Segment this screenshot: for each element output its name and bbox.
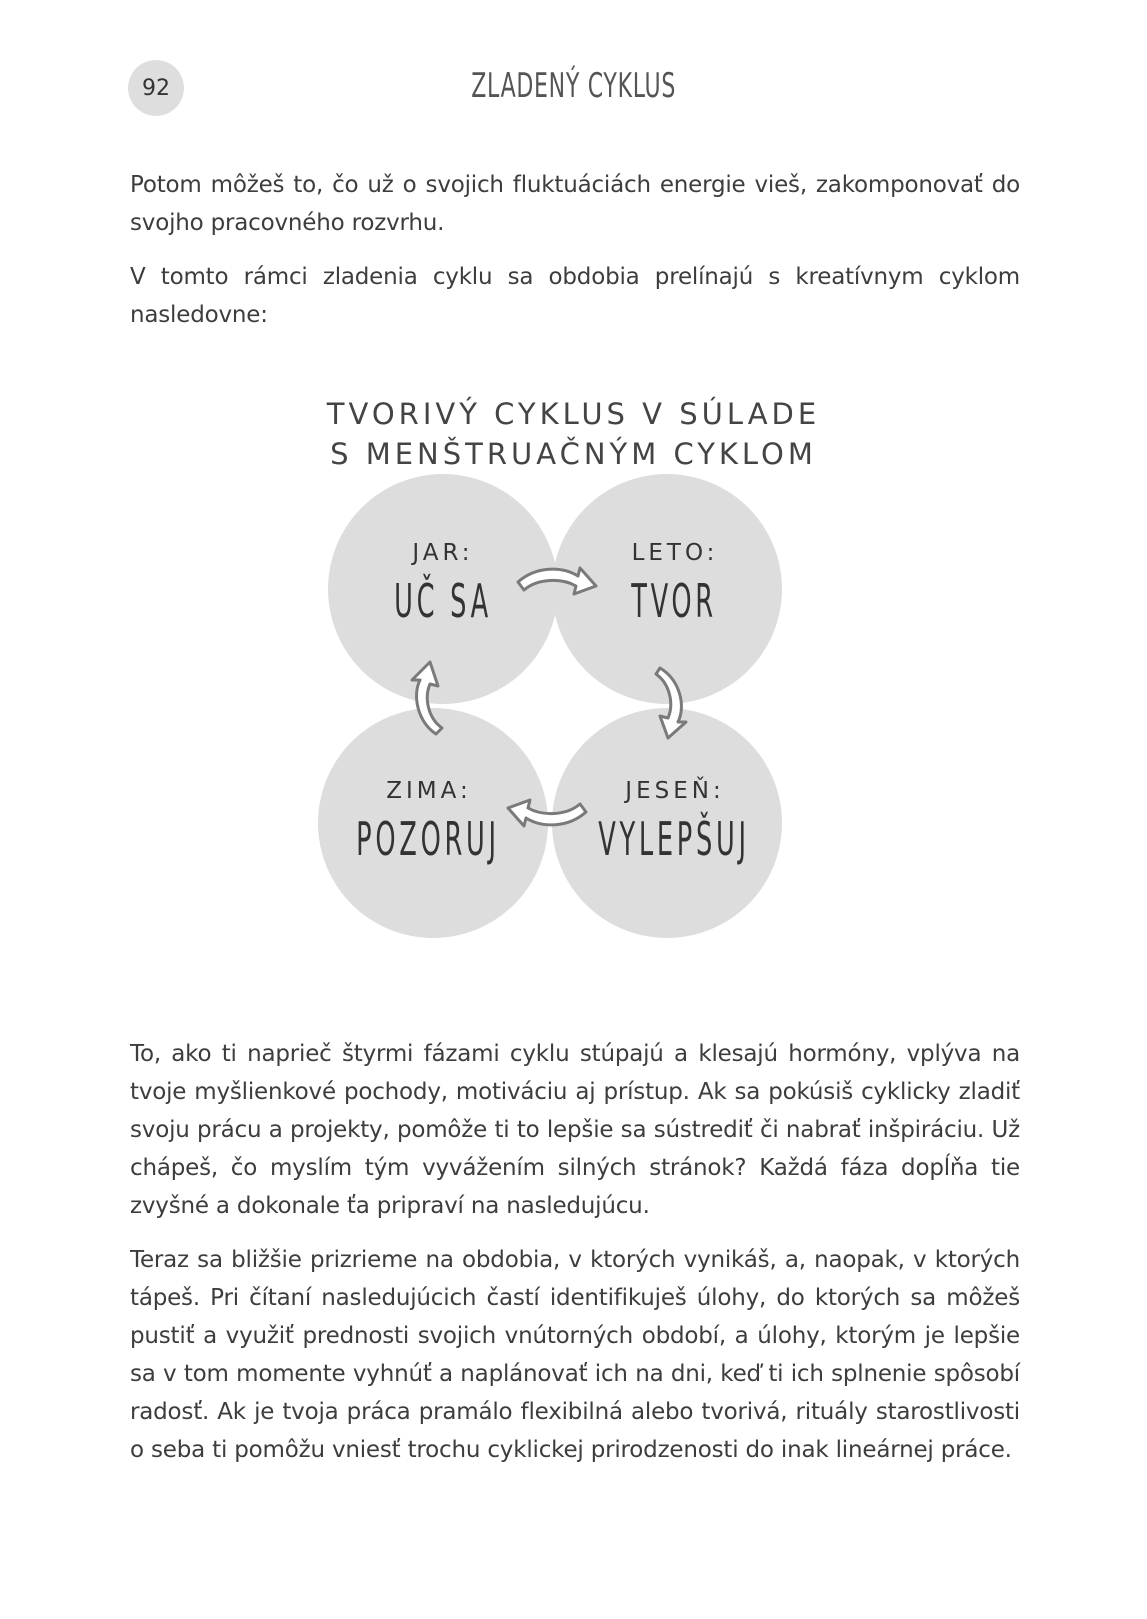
season-label-autumn: JESEŇ: [625,778,725,804]
arrow-winter-to-spring-icon [412,662,442,734]
phase-word-autumn: VYLEPŠUJ [598,812,750,866]
figure-title-line-1: TVORIVÝ CYKLUS V SÚLADE [326,397,821,431]
phase-word-spring: UČ SA [394,574,492,628]
figure-title-line-2: S MENŠTRUAČNÝM CYKLOM [330,437,817,471]
season-label-spring: JAR: [412,540,474,566]
page-number: 92 [142,75,170,101]
phase-word-summer: TVOR [631,574,717,628]
arrow-summer-to-autumn-icon [656,668,686,738]
intro-paragraph-2: V tomto rámci zladenia cyklu sa obdobia prelínajú s kreatívnym cyklom nasledovne: [130,264,1020,328]
running-header: ZLADENÝ CYKLUS [471,66,677,106]
outro-paragraph-1: To, ako ti naprieč štyrmi fázami cyklu stúpajú a klesajú hormóny, vplýva na tvoje myšlienkové pochody, motiváciu aj prístup. Ak sa pokúsiš cyklicky zladiť svoju prácu a projekty, pomôže ti to lepšie sa sústrediť či nabrať inšpiráciu. Už chápeš, čo myslím tým vyvážením silných stránok? Každá fáza dopĺňa tie zvyšné a dokonale ťa pripraví na nasledujúcu. [130,1041,1020,1219]
season-label-summer: LETO: [631,540,719,566]
outro-paragraph-2: Teraz sa bližšie prizrieme na obdobia, v ktorých vynikáš, a, naopak, v ktorých tápeš. Pri čítaní nasledujúcich častí identifikuješ úlohy, do ktorých sa môžeš pustiť a využiť prednosti svojich vnútorných období, a úlohy, ktorým je lepšie sa v tom momente vyhnúť a naplánovať ich na dni, keď ti ich splnenie spôsobí radosť. Ak je tvoja práca pramálo flexibilná alebo tvorivá, rituály starostlivosti o seba ti pomôžu vniesť trochu cyklickej prirodzenosti do inak lineárnej práce. [130,1247,1020,1463]
arrow-autumn-to-winter-icon [508,800,586,826]
outro-text [130,1035,1020,1485]
phase-word-winter: POZORUJ [356,812,500,866]
season-label-winter: ZIMA: [386,778,472,804]
arrow-spring-to-summer-icon [518,568,596,594]
intro-paragraph-1: Potom môžeš to, čo už o svojich fluktuáciách energie vieš, zakomponovať do svojho pracovného rozvrhu. [130,172,1020,236]
